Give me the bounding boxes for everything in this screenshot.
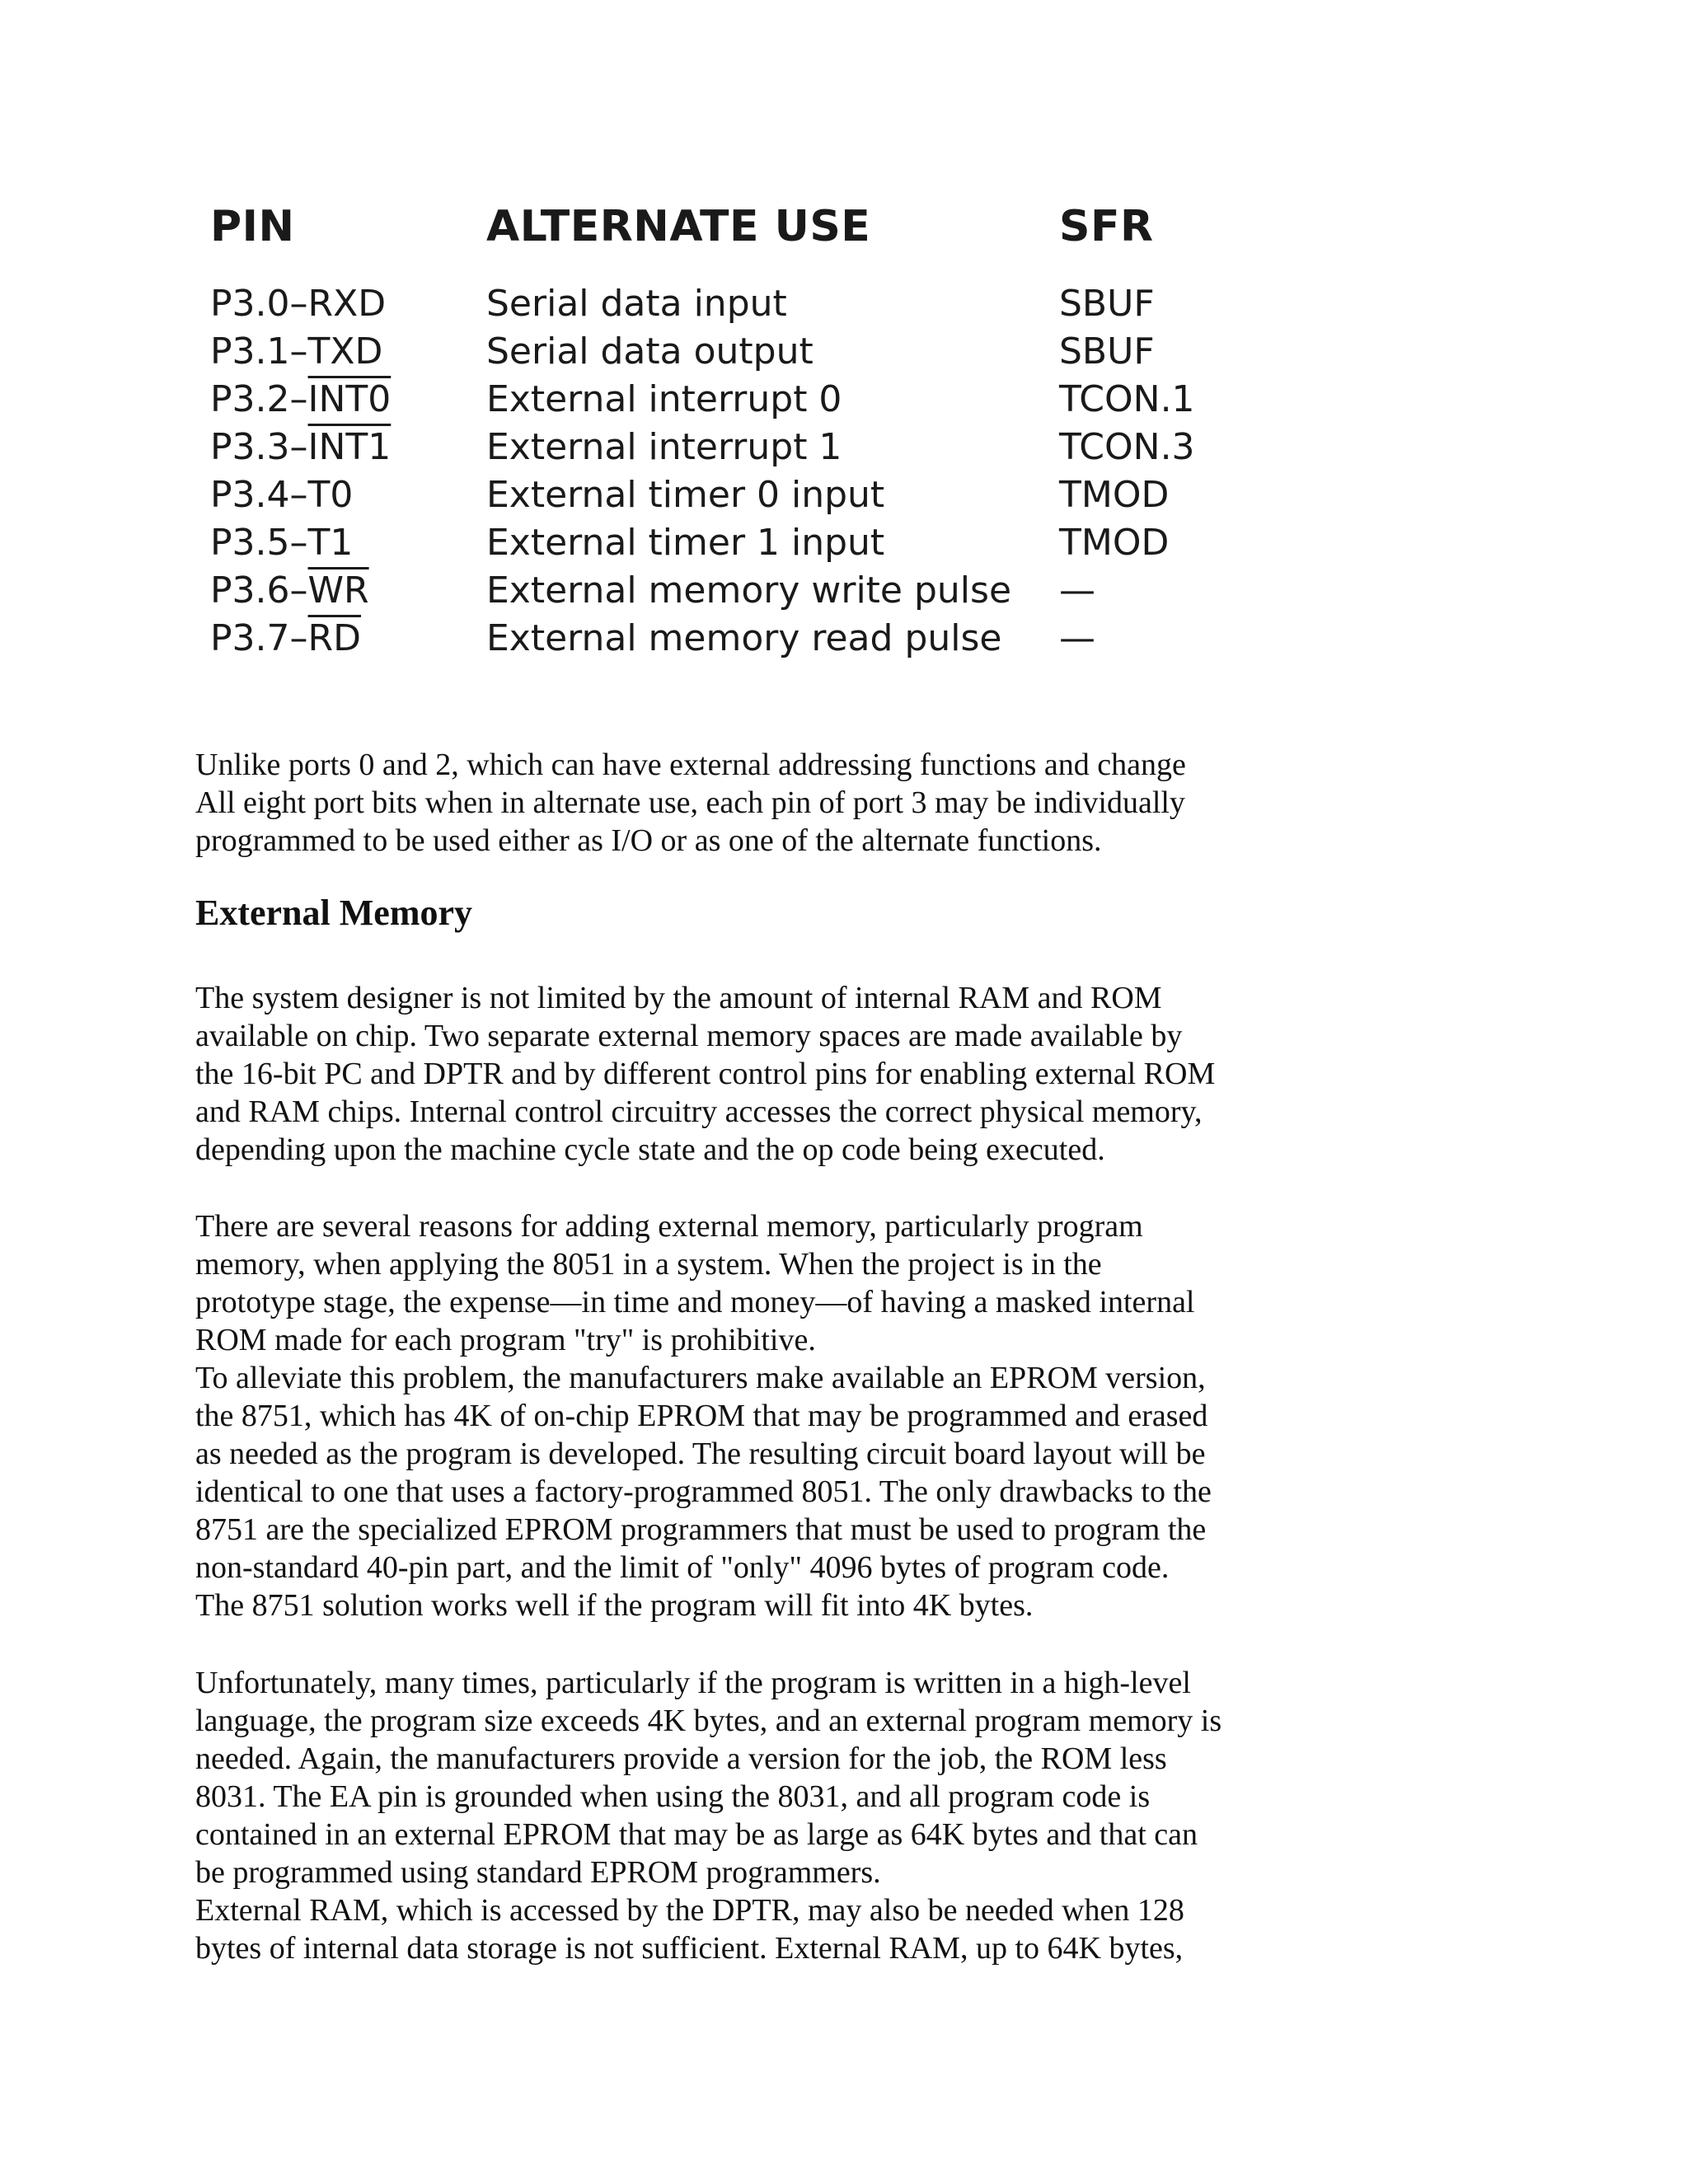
text-line: identical to one that uses a factory-programmed 8051. The only drawbacks to the	[195, 1474, 1212, 1509]
header-pin: PIN	[210, 202, 295, 251]
pin-cell	[210, 522, 353, 564]
pin-table-row	[210, 378, 1249, 426]
pin-number: P3.3–	[210, 426, 308, 468]
alternate-use-cell: External timer 1 input	[486, 522, 885, 564]
text-line: 8031. The EA pin is grounded when using the 8031, and all program code is	[195, 1779, 1151, 1814]
text-line: The 8751 solution works well if the program will fit into 4K bytes.	[195, 1588, 1034, 1623]
text-line: the 8751, which has 4K of on-chip EPROM that may be programmed and erased	[195, 1399, 1208, 1433]
pin-number: P3.2–	[210, 378, 308, 420]
paragraph-text	[195, 979, 1292, 1169]
header-sfr: SFR	[1059, 202, 1154, 251]
intro-paragraph	[195, 746, 1292, 860]
pin-signal: $\overline{WR}$	[307, 569, 369, 612]
text-line: available on chip. Two separate external memory spaces are made available by	[195, 1019, 1183, 1053]
pin-signal: T1	[307, 522, 354, 564]
text-line: depending upon the machine cycle state and the op code being executed.	[195, 1132, 1105, 1167]
alternate-use-cell: External memory write pulse	[486, 569, 1012, 612]
text-line: the 16-bit PC and DPTR and by different control pins for enabling external ROM	[195, 1057, 1216, 1091]
pin-number: P3.1–	[210, 330, 308, 373]
text-line: be programmed using standard EPROM programmers.	[195, 1855, 881, 1890]
pin-number: P3.6–	[210, 569, 308, 612]
pin-signal: RXD	[307, 283, 387, 325]
pin-cell	[210, 569, 369, 612]
alternate-use-cell: External memory read pulse	[486, 617, 1002, 659]
body-paragraph-3	[195, 1664, 1292, 1967]
text-line: bytes of internal data storage is not sufficient. External RAM, up to 64K bytes,	[195, 1931, 1184, 1966]
text-line: language, the program size exceeds 4K bytes, and an external program memory is	[195, 1704, 1222, 1738]
pin-signal: INT0	[307, 378, 392, 420]
pin-table-row	[210, 474, 1249, 522]
pin-signal: INT1	[307, 426, 392, 468]
text-line: The system designer is not limited by the amount of internal RAM and ROM	[195, 981, 1162, 1015]
text-line: There are several reasons for adding external memory, particularly program	[195, 1209, 1143, 1244]
sfr-cell: TCON.1	[1059, 378, 1195, 420]
pin-signal: TXD	[307, 330, 383, 373]
alternate-use-cell: External interrupt 1	[486, 426, 842, 468]
sfr-cell: —	[1059, 569, 1095, 612]
text-line: External RAM, which is accessed by the DPTR, may also be needed when 128	[195, 1893, 1184, 1928]
pin-table-row	[210, 617, 1249, 665]
body-paragraph-1	[195, 979, 1292, 1169]
pin-number: P3.7–	[210, 617, 308, 659]
pin-table-header	[210, 202, 1249, 268]
sfr-cell: TCON.3	[1059, 426, 1195, 468]
text-line: All eight port bits when in alternate use, each pin of port 3 may be individually	[195, 785, 1185, 820]
intro-paragraph-text	[195, 746, 1292, 860]
text-line: programmed to be used either as I/O or as one of the alternate functions.	[195, 823, 1102, 858]
text-line: and RAM chips. Internal control circuitry accesses the correct physical memory,	[195, 1094, 1203, 1129]
section-heading: External Memory	[195, 893, 472, 933]
text-line: Unlike ports 0 and 2, which can have external addressing functions and change	[195, 748, 1186, 782]
text-line: as needed as the program is developed. The resulting circuit board layout will be	[195, 1436, 1206, 1471]
paragraph-text	[195, 1664, 1292, 1967]
text-line: contained in an external EPROM that may be as large as 64K bytes and that can	[195, 1817, 1198, 1852]
pin-table-body	[210, 283, 1249, 665]
text-line: memory, when applying the 8051 in a system. When the project is in the	[195, 1247, 1102, 1282]
sfr-cell: TMOD	[1059, 474, 1170, 516]
text-line: ROM made for each program "try" is prohibitive.	[195, 1323, 816, 1357]
pin-number: P3.0–	[210, 283, 308, 325]
pin-table-row	[210, 426, 1249, 474]
pin-table-row	[210, 569, 1249, 617]
paragraph-text	[195, 1207, 1292, 1624]
pin-cell	[210, 330, 382, 373]
pin-signal: $\overline{RD}$	[307, 617, 361, 659]
text-line: Unfortunately, many times, particularly if the program is written in a high-level	[195, 1666, 1191, 1700]
alternate-use-cell: Serial data input	[486, 283, 787, 325]
alternate-use-cell: Serial data output	[486, 330, 814, 373]
sfr-cell: TMOD	[1059, 522, 1170, 564]
text-line: non-standard 40-pin part, and the limit of "only" 4096 bytes of program code.	[195, 1550, 1170, 1585]
text-line: To alleviate this problem, the manufacturers make available an EPROM version,	[195, 1361, 1206, 1395]
pin-number: P3.4–	[210, 474, 308, 516]
pin-signal: T0	[307, 474, 354, 516]
pin-cell	[210, 378, 391, 420]
sfr-cell: SBUF	[1059, 330, 1155, 373]
sfr-cell: —	[1059, 617, 1095, 659]
pin-cell	[210, 426, 391, 468]
pin-table-row	[210, 522, 1249, 569]
port3-pin-table	[210, 202, 1249, 665]
text-line: needed. Again, the manufacturers provide a version for the job, the ROM less	[195, 1741, 1167, 1776]
pin-cell	[210, 617, 361, 659]
pin-number: P3.5–	[210, 522, 308, 564]
pin-table-row	[210, 283, 1249, 330]
sfr-cell: SBUF	[1059, 283, 1155, 325]
text-line: prototype stage, the expense—in time and money—of having a masked internal	[195, 1285, 1195, 1319]
alternate-use-cell: External timer 0 input	[486, 474, 885, 516]
header-alternate-use: ALTERNATE USE	[486, 202, 871, 251]
pin-cell	[210, 283, 386, 325]
pin-table-row	[210, 330, 1249, 378]
text-line: 8751 are the specialized EPROM programmers that must be used to program the	[195, 1512, 1207, 1547]
alternate-use-cell: External interrupt 0	[486, 378, 842, 420]
pin-cell	[210, 474, 353, 516]
body-paragraph-2	[195, 1207, 1292, 1624]
